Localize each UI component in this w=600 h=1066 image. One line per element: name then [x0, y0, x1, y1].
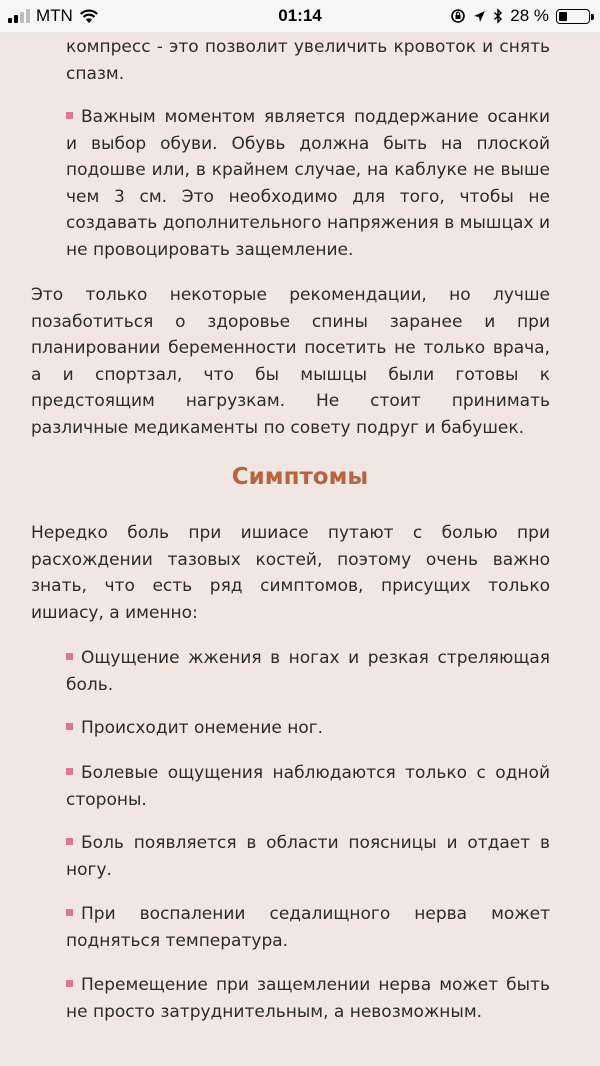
status-bar [0, 0, 600, 33]
bluetooth-icon [493, 8, 503, 24]
bullet-square-icon [66, 909, 73, 916]
bullet-square-icon [66, 723, 73, 730]
bullet-square-icon [66, 653, 73, 660]
location-arrow-icon [473, 10, 486, 23]
carrier-name: MTN [36, 6, 73, 25]
bullet-square-icon [66, 112, 73, 119]
battery-icon [556, 9, 590, 24]
section-heading: Симптомы [231, 464, 369, 490]
status-right [450, 6, 590, 26]
bullet-square-icon [66, 980, 73, 987]
list-item [66, 104, 550, 264]
list-item [66, 645, 550, 698]
list-item-continuation [66, 34, 550, 87]
list-item-text: Важным моментом является поддержание осанки и выбор обуви. Обувь должна быть на плоской подошве или, в крайнем случае, на каблуке не выше чем 3 см. Это необходимо для того, чтобы не создавать дополнительного напряжения в мышцах и не провоцировать защемление. [66, 107, 550, 260]
bullet-square-icon [66, 768, 73, 775]
list-item-text: При воспалении седалищного нерва может подняться температура. [66, 904, 550, 951]
list-item-text: Болевые ощущения наблюдаются только с одной стороны. [66, 763, 550, 810]
clock: 01:14 [278, 6, 322, 25]
paragraph [31, 282, 550, 442]
paragraph-text: Это только некоторые рекомендации, но лучше позаботиться о здоровье спины заранее и при планировании беременности посетить не только врача, а и спортзал, что бы мышцы были готовы к предстоящим нагрузкам. Не стоит принимать различные медикаменты по совету подруг и бабушек. [31, 285, 550, 438]
list-item [66, 972, 550, 1025]
bullet-square-icon [66, 838, 73, 845]
battery-percent: 28 % [510, 6, 549, 25]
top-fragment-text: компресс - это позволит увеличить кровоток и снять спазм. [66, 37, 550, 84]
list-item-text: Происходит онемение ног. [81, 718, 324, 738]
list-item-text: Ощущение жжения в ногах и резкая стреляющая боль. [66, 648, 550, 695]
list-item [66, 715, 550, 742]
paragraph [31, 520, 550, 626]
battery-level [559, 12, 567, 21]
list-item [66, 760, 550, 813]
list-item-text: Перемещение при защемлении нерва может быть не просто затруднительным, а невозможным. [66, 975, 550, 1022]
list-item [66, 901, 550, 954]
paragraph-text: Нередко боль при ишиасе путают с болью при расхождении тазовых костей, поэтому очень важно знать, что есть ряд симптомов, присущих только ишиасу, а именно: [31, 523, 550, 623]
list-item-text: Боль появляется в области поясницы и отдает в ногу. [66, 833, 550, 880]
list-item [66, 830, 550, 883]
orientation-lock-icon [450, 8, 466, 24]
